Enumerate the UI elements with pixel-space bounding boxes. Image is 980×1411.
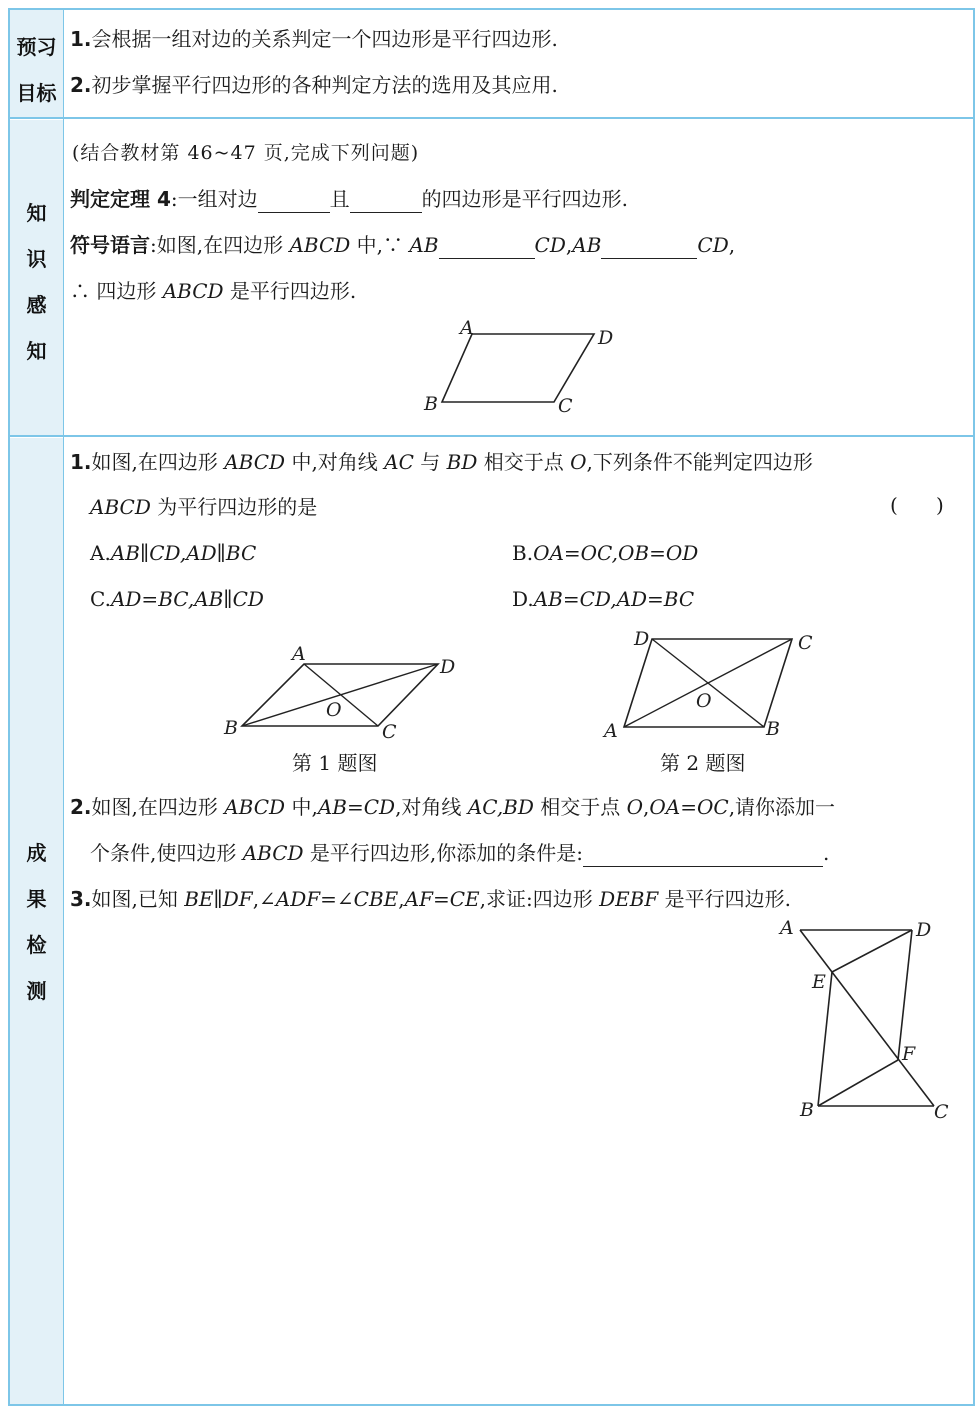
q3-text-2: ,求证:四边形: [479, 887, 600, 911]
q3-comma1: ,: [252, 887, 260, 911]
fig3-point-c: C: [934, 1101, 949, 1123]
symbolic-comma: ,: [565, 233, 573, 257]
q1-option-b[interactable]: [512, 539, 698, 567]
goal-2-text: 初步掌握平行四边形的各种判定方法的选用及其应用.: [91, 73, 558, 97]
column-divider: [63, 10, 64, 1404]
knowledge-label-char3: 感: [26, 293, 47, 317]
option-a-text: AB∥CD,AD∥BC: [110, 541, 257, 565]
option-d-text: AB=CD,AD=BC: [533, 587, 695, 611]
fig2-point-o: O: [696, 690, 712, 712]
q1-bd: BD: [446, 450, 478, 474]
q1-quad: ABCD: [224, 450, 286, 474]
q2-num: 2.: [70, 795, 92, 819]
theorem-colon: :: [170, 187, 178, 211]
fig3-point-e: E: [812, 971, 826, 993]
q3-cond3: AF=CE: [404, 887, 480, 911]
knowledge-intro: (结合教材第 46~47 页,完成下列问题): [72, 142, 420, 164]
fig2-point-a: A: [604, 720, 618, 742]
q1-option-a[interactable]: [90, 539, 256, 567]
option-c-label: C.: [90, 587, 111, 611]
symbolic-quad: ABCD: [289, 233, 351, 257]
q3-figure: [770, 910, 970, 1130]
q2-line2-end: .: [823, 841, 830, 865]
q1-text-1: 如图,在四边形: [91, 450, 225, 474]
point-b: B: [424, 393, 438, 415]
q1-num: 1.: [70, 450, 92, 474]
q3-cond1: BE∥DF: [184, 887, 253, 911]
goal-1: [70, 25, 558, 53]
theorem-mid: 且: [329, 187, 350, 211]
q2-answer-blank[interactable]: [583, 844, 823, 867]
q1-option-d[interactable]: [512, 585, 694, 613]
q2-text-2: 中,: [285, 795, 318, 819]
goal-1-text: 会根据一组对边的关系判定一个四边形是平行四边形.: [91, 27, 558, 51]
q1-text-5: ,下列条件不能判定四边形: [586, 450, 813, 474]
parallelogram-abcd: [442, 334, 594, 402]
q2-text-1: 如图,在四边形: [91, 795, 225, 819]
symbolic-end: ,: [728, 233, 736, 257]
fig1-point-a: A: [292, 643, 306, 665]
fig3-point-f: F: [902, 1043, 916, 1065]
fig2-caption: 第 2 题图: [660, 751, 746, 775]
symbolic-title: 符号语言: [70, 233, 150, 257]
fig3-point-d: D: [916, 919, 932, 941]
preview-label: [10, 24, 63, 116]
conclusion-post: 是平行四边形.: [223, 279, 357, 303]
theorem-blank-1[interactable]: [258, 190, 330, 213]
q1-option-c[interactable]: [90, 585, 264, 613]
point-a: A: [460, 318, 474, 339]
knowledge-label-char1: 知: [26, 201, 47, 225]
fig2-diagonal-ac: [624, 639, 792, 727]
q2-text-3: ,对角线: [395, 795, 468, 819]
option-a-label: A.: [90, 541, 111, 565]
goal-2-num: 2.: [70, 73, 92, 97]
fig3-point-b: B: [800, 1099, 814, 1121]
symbolic-pre: 如图,在四边形: [156, 233, 290, 257]
knowledge-label-char4: 知: [26, 339, 47, 363]
q2-cond2: OA=OC: [649, 795, 729, 819]
q2-diag: AC,BD: [467, 795, 534, 819]
fig1-point-c: C: [382, 721, 397, 743]
q3-quad: DEBF: [599, 887, 659, 911]
preview-label-line2: 目标: [16, 81, 57, 105]
q1-answer-paren[interactable]: ( ): [890, 493, 944, 517]
fig3-line-bf: [818, 1060, 898, 1106]
q2-text-4: 相交于点: [533, 795, 627, 819]
fig3-line-de: [832, 930, 912, 972]
q2-text-5: ,请你添加一: [728, 795, 836, 819]
option-b-text: OA=OC,OB=OD: [533, 541, 699, 565]
goal-1-num: 1.: [70, 27, 92, 51]
q3-num: 3.: [70, 887, 92, 911]
knowledge-label: [10, 190, 63, 374]
q2-quad: ABCD: [224, 795, 286, 819]
q1-text-3: 与: [413, 450, 447, 474]
point-d: D: [598, 327, 614, 349]
q2-cond1: AB=CD: [317, 795, 396, 819]
test-label: [10, 830, 63, 1014]
theorem-blank-2[interactable]: [350, 190, 422, 213]
row-divider-1: [10, 117, 973, 119]
fig1-point-b: B: [224, 717, 238, 739]
knowledge-parallelogram-figure: [410, 318, 640, 423]
q1-line1: [70, 448, 813, 476]
symbolic-conclusion: [70, 277, 356, 305]
theorem-4: [70, 185, 628, 213]
symbolic-ab2: AB: [572, 233, 602, 257]
q2-o: O: [626, 795, 644, 819]
fig1-point-d: D: [440, 656, 456, 678]
point-c: C: [558, 395, 573, 417]
test-label-char1: 成: [26, 841, 47, 865]
theorem-pre: 一组对边: [177, 187, 258, 211]
conclusion-pre: ∴ 四边形: [70, 279, 163, 303]
fig2-point-d: D: [634, 628, 650, 650]
theorem-title: 判定定理 4: [70, 187, 171, 211]
symbolic-ab1: AB: [409, 233, 439, 257]
symbolic-mid: 中,∵: [350, 233, 410, 257]
q2-line2-text-1: 个条件,使四边形: [90, 841, 243, 865]
q2-line2-quad: ABCD: [242, 841, 304, 865]
q1-line2-text: 为平行四边形的是: [150, 495, 318, 519]
fig2-point-b: B: [766, 718, 780, 740]
option-c-text: AD=BC,AB∥CD: [110, 587, 264, 611]
fig1-caption: 第 1 题图: [292, 751, 378, 775]
symbolic-cd2: CD: [697, 233, 729, 257]
q1-figure-1: [220, 640, 470, 745]
q1-line2: [90, 493, 317, 521]
symbolic-blank-1[interactable]: [439, 236, 535, 259]
q2-line2: [90, 839, 829, 867]
fig2-point-c: C: [798, 632, 813, 654]
fig1-point-o: O: [326, 699, 342, 721]
q3-text-1: 如图,已知: [91, 887, 185, 911]
theorem-post: 的四边形是平行四边形.: [421, 187, 628, 211]
q2-line2-text-2: 是平行四边形,你添加的条件是:: [303, 841, 584, 865]
q3-cond2: ∠ADF=∠CBE: [259, 887, 399, 911]
test-label-char4: 测: [26, 979, 47, 1003]
q1-text-2: 中,对角线: [285, 450, 385, 474]
knowledge-label-char2: 识: [26, 247, 47, 271]
q2-comma: ,: [643, 795, 650, 819]
q3-line1: [70, 885, 791, 913]
symbolic-blank-2[interactable]: [601, 236, 697, 259]
q1-figure-2: [600, 625, 830, 750]
q1-text-4: 相交于点: [477, 450, 571, 474]
goal-2: [70, 71, 558, 99]
symbolic-language: [70, 231, 735, 259]
preview-label-line1: 预习: [16, 35, 57, 59]
fig3-point-a: A: [780, 917, 794, 939]
symbolic-cd1: CD: [534, 233, 566, 257]
option-b-label: B.: [512, 541, 534, 565]
row-divider-2: [10, 435, 973, 437]
q3-comma2: ,: [398, 887, 405, 911]
q1-o: O: [570, 450, 587, 474]
q2-line1: [70, 793, 835, 821]
conclusion-quad: ABCD: [162, 279, 224, 303]
fig3-line-df: [898, 930, 912, 1060]
test-label-char3: 检: [26, 933, 47, 957]
q3-text-3: 是平行四边形.: [658, 887, 792, 911]
option-d-label: D.: [512, 587, 534, 611]
test-label-char2: 果: [26, 887, 47, 911]
symbolic-colon: :: [150, 233, 157, 257]
q1-line2-quad: ABCD: [90, 495, 151, 519]
q1-ac: AC: [384, 450, 414, 474]
